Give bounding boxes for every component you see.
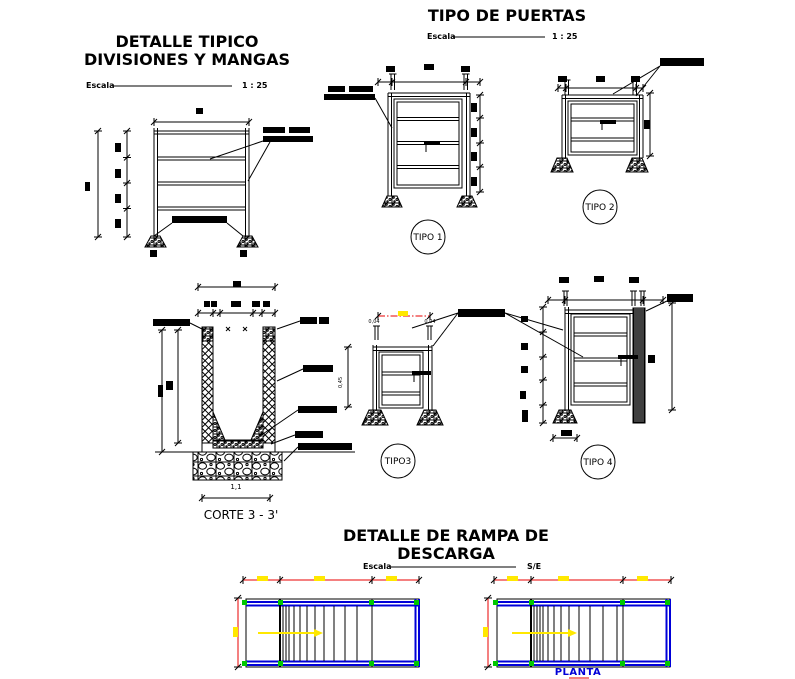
dim-text-highlight [257,576,268,581]
redacted-dim-text [424,64,434,70]
anchor-bolts [373,326,433,340]
puertas-title-block [427,6,586,41]
redacted-dim-text [559,277,569,283]
redacted-label [298,443,352,450]
tipo3-label: TIPO3 [384,457,412,467]
dim-text-highlight [398,311,408,316]
dim-text-highlight [507,576,518,581]
redacted-label [263,136,313,142]
redacted-dim-text [115,194,121,203]
concrete-footing [551,158,573,172]
redacted-dim-text [471,152,477,161]
redacted-dim-text [115,219,121,228]
redacted-dim-text [240,250,247,257]
redacted-dim-text [521,343,528,350]
concrete-cap [202,327,213,341]
tipo1-drawing [324,64,484,254]
gravel-bed [213,440,263,448]
redacted-label [458,309,505,317]
redacted-dim-text [150,250,157,257]
redacted-dim-text [558,76,567,82]
redacted-dim-text [85,182,90,191]
hatched-wall [202,341,213,443]
corte-height-dim: 0,45 [338,376,344,388]
tipo3-dim-left: 0,04 [368,319,380,325]
redacted-dim-text [233,281,241,287]
redacted-label [263,127,285,133]
planta-label: PLANTA [554,667,602,678]
redacted-dim-text [520,391,526,399]
concrete-footing [417,410,443,425]
redacted-label [660,58,704,66]
redacted-dim-text [521,316,528,322]
tipo1-label: TIPO 1 [413,233,443,243]
rampa-title-line1: DETALLE DE RAMPA DE [343,526,549,545]
tipo4-right-dimension [648,300,676,413]
redacted-dim-text [561,430,572,436]
redacted-label [324,94,375,100]
divisiones-left-dimensions [85,128,131,240]
redacted-dim-text [461,66,470,72]
concrete-footing [457,196,477,207]
concrete-footing [362,410,388,425]
redacted-dim-text [166,381,173,390]
dim-text-highlight [233,627,238,637]
dim-text-highlight [558,576,569,581]
hatched-wall [263,341,275,443]
redacted-dim-text [648,355,655,363]
rampa-title-line2: DESCARGA [397,544,495,563]
redacted-dim-text [596,76,605,82]
concrete-cap [263,327,275,341]
divisiones-title-line1: DETALLE TIPICO [115,32,259,51]
concrete-footing [145,236,166,247]
direction-arrow-head [314,629,323,637]
redacted-dim-text [252,301,260,307]
divisiones-escala-label: Escala [86,81,115,90]
dim-text-highlight [386,576,397,581]
concrete-footing [626,158,648,172]
redacted-dim-text [471,177,477,186]
divisiones-drawing [85,108,313,257]
redacted-dim-text [196,108,203,114]
rampa-plan-right [483,576,674,678]
rampa-title-block [343,526,549,571]
redacted-dim-text [115,143,121,152]
rampa-scale-value: S/E [527,562,542,571]
redacted-dim-text [386,66,395,72]
redacted-dim-text [629,277,639,283]
tipo2-label: TIPO 2 [585,203,615,213]
redacted-dim-text [471,128,477,137]
redacted-dim-text [521,366,528,373]
divisiones-title-line2: DIVISIONES Y MANGAS [84,50,290,69]
tipo3-dim-right: 0,04 [424,319,436,325]
dim-text-highlight [637,576,648,581]
corte-drawing [153,281,355,522]
redacted-dim-text [204,301,210,307]
puertas-title: TIPO DE PUERTAS [427,6,587,25]
redacted-dim-text [471,103,477,112]
redacted-label [303,365,333,372]
corte-title: CORTE 3 - 3' [203,508,279,522]
redacted-label [300,317,317,324]
redacted-dim-text [231,301,241,307]
redacted-label [289,127,310,133]
corte-right-dimension [338,344,352,410]
concrete-fillet [251,412,263,440]
redacted-label [667,294,693,302]
tipo3-drawing [362,311,443,478]
redacted-label [319,317,329,324]
redacted-label [172,216,227,223]
tipo2-right-dimension [644,90,654,159]
concrete-footing [553,410,577,423]
redacted-dim-text [594,276,604,282]
tipo1-callout [324,86,392,128]
redacted-label [298,406,337,413]
masonry-wall [633,308,645,423]
concrete-footing [382,196,402,207]
concrete-fillet [213,412,225,440]
dim-text-highlight [314,576,325,581]
redacted-label [295,431,323,438]
tipo1-right-dimension [471,92,484,195]
redacted-label [328,86,345,92]
rampa-plan-left [233,576,422,670]
anchor-bolts [562,291,646,306]
redacted-dim-text [631,76,640,82]
puertas-scale-value: 1 : 25 [552,32,578,41]
redacted-dim-text [644,120,650,129]
shared-callout [412,309,583,357]
direction-arrow-head [568,629,577,637]
dim-text-highlight [483,627,488,637]
redacted-label [153,319,190,326]
redacted-dim-text [522,410,528,422]
divisiones-title-block [84,32,290,90]
rampa-escala-label: Escala [363,562,392,571]
redacted-dim-text [211,301,217,307]
redacted-label [349,86,373,92]
latch-handle [412,371,431,375]
latch-handle [600,120,616,124]
corte-left-dimensions [158,327,182,455]
tipo2-drawing [551,58,704,224]
latch-handle [424,141,440,145]
concrete-footing [237,236,258,247]
redacted-dim-text [115,169,121,178]
tipo4-drawing [520,276,693,479]
tipo4-label: TIPO 4 [583,458,613,468]
redacted-dim-text [158,385,163,397]
corte-width-dim: 1,1 [230,483,242,491]
tipo4-left-dimension [520,304,547,426]
rubble-base [193,452,282,480]
puertas-escala-label: Escala [427,32,456,41]
redacted-dim-text [263,301,270,307]
divisiones-scale-value: 1 : 25 [242,81,268,90]
